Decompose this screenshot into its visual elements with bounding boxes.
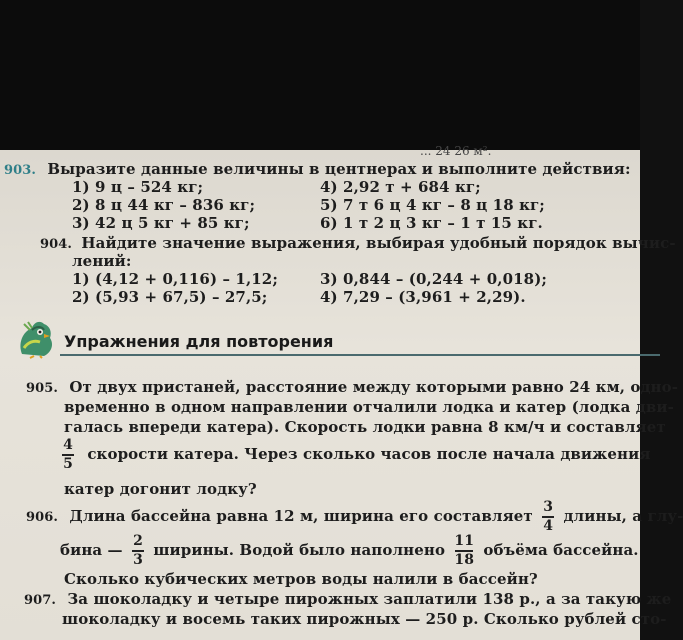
exercise-904-title-line1: Найдите значение выражения, выбирая удобный порядок вычис- [81,234,676,252]
fraction-numerator: 4 [63,437,73,453]
exercise-906-text-2b: ширины. Водой было наполнено [153,540,446,559]
exercise-903-item-3: 3) 42 ц 5 кг + 85 кг; [72,214,250,232]
fraction-2-3 [132,534,144,568]
exercise-906-text-1b: длины, а глу- [563,506,683,525]
fraction-denominator: 4 [543,517,554,534]
fraction-denominator: 18 [454,551,475,568]
fraction-denominator: 3 [133,551,143,568]
exercise-903-item-6: 6) 1 т 2 ц 3 кг – 1 т 15 кг. [320,214,543,232]
dark-background [0,0,640,150]
exercise-905-text-1: От двух пристаней, расстояние между которыми равно 24 км, одно- [69,378,679,396]
exercise-906-line1 [26,500,683,534]
section-header [14,318,634,356]
exercise-903-title: Выразите данные величины в центнерах и выполните действия: [47,160,631,178]
exercise-904-item-4: 4) 7,29 – (3,961 + 2,29). [320,288,526,306]
fraction-numerator: 2 [133,533,143,549]
exercise-903-item-2: 2) 8 ц 44 кг – 836 кг; [72,196,256,214]
exercise-907-text-1: За шоколадку и четыре пирожных заплатили 138 р., а за такую же [67,590,672,608]
exercise-903-number: 903. [4,163,37,178]
exercise-905-number: 905. [26,381,59,396]
exercise-906-text-2c: объёма бассейна. [483,540,639,559]
exercise-903-item-1: 1) 9 ц – 524 кг; [72,178,204,196]
exercise-906-line2 [60,534,639,568]
exercise-904-header [40,234,676,252]
exercise-906-line3: Сколько кубических метров воды налили в бассейн? [64,570,538,588]
fraction-4-5 [62,438,74,472]
owl-mascot-icon [14,318,62,358]
fraction-3-4 [542,500,554,534]
exercise-904-item-1: 1) (4,12 + 0,116) – 1,12; [72,270,278,288]
exercise-905-line4 [58,438,651,472]
fraction-numerator: 11 [454,533,475,549]
exercise-907-number: 907. [24,593,57,608]
exercise-905-line2: временно в одном направлении отчалили лодка и катер (лодка дви- [64,398,674,416]
exercise-905-line1 [26,378,678,396]
exercise-906-text-1: Длина бассейна равна 12 м, ширина его составляет [69,506,533,525]
fraction-11-18 [454,534,474,568]
cutoff-text-top: ... 24 26 м². [420,144,492,158]
exercise-905-line3: галась впереди катера). Скорость лодки равна 8 км/ч и составляет [64,418,666,436]
exercise-904-title-line2: лений: [72,252,132,270]
exercise-907-line1 [24,590,671,608]
exercise-904-item-3: 3) 0,844 – (0,244 + 0,018); [320,270,548,288]
exercise-904-item-2: 2) (5,93 + 67,5) – 27,5; [72,288,268,306]
fraction-denominator: 5 [63,455,73,472]
section-underline [60,354,660,356]
fraction-numerator: 3 [543,499,554,515]
exercise-904-number: 904. [40,237,73,252]
exercise-903-item-4: 4) 2,92 т + 684 кг; [320,178,481,196]
exercise-906-number: 906. [26,509,59,525]
exercise-905-line5: катер догонит лодку? [64,480,257,498]
exercise-905-text-4: скорости катера. Через сколько часов после начала движения [87,444,651,463]
exercise-907-line2: шоколадку и восемь таких пирожных — 250 р. Сколько рублей сто- [62,610,667,628]
textbook-page [0,144,683,640]
exercise-906-text-2a: бина — [60,540,123,559]
exercise-903-header [4,160,631,178]
section-title: Упражнения для повторения [64,332,334,351]
exercise-903-item-5: 5) 7 т 6 ц 4 кг – 8 ц 18 кг; [320,196,545,214]
